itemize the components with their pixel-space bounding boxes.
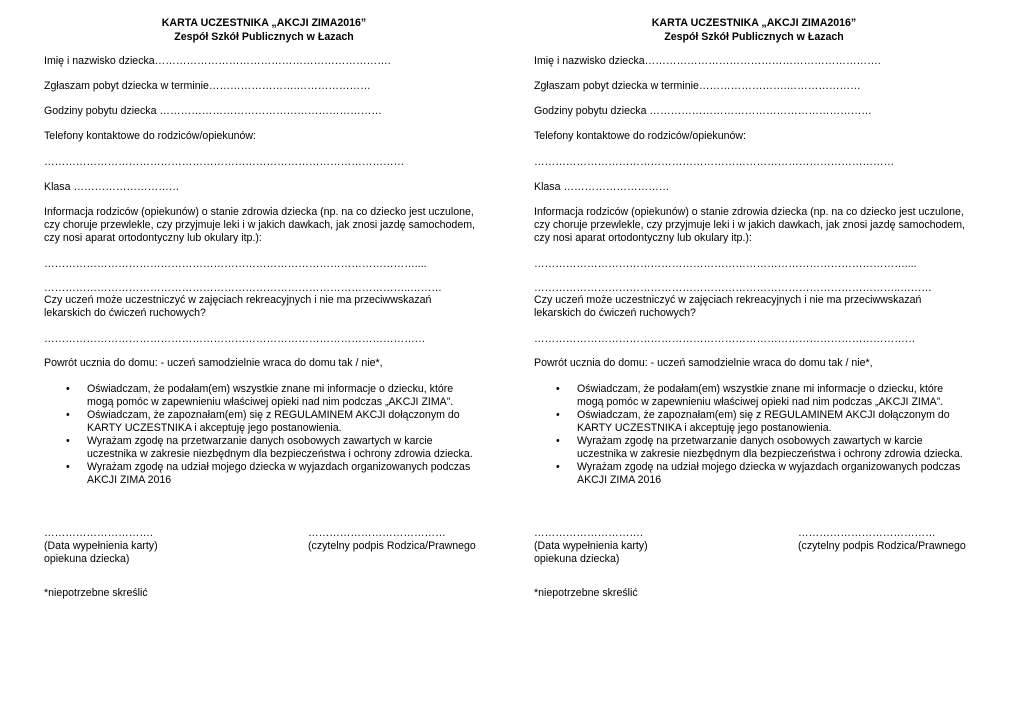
parent-signature-block	[308, 527, 476, 553]
date-signature-block	[44, 527, 158, 566]
declaration-item	[534, 383, 994, 409]
parent-phones-label: Telefony kontaktowe do rodziców/opiekunów:	[534, 130, 746, 142]
bullet-icon: •	[66, 409, 70, 421]
declaration-item	[534, 409, 994, 435]
child-name-field[interactable]: Imię i nazwisko dziecka………………………………………………………….	[534, 55, 881, 67]
activities-question: Czy uczeń może uczestniczyć w zajęciach rekreacyjnych i nie ma przeciwwskazań lekarskich do ćwiczeń ruchowych?	[534, 294, 922, 319]
signature-field[interactable]: …………………………………	[308, 527, 446, 539]
parent-phones-field[interactable]: …………………………………………………………………………………………	[534, 156, 895, 168]
declaration-item	[44, 409, 504, 435]
health-info-label: Informacja rodziców (opiekunów) o stanie zdrowia dziecka (np. na co dziecko jest uczulone, czy choruje przewlekle, czy przyjmuje leki i w jakich dawkach, jak znosi jazdę samochodem, czy nosi aparat ortodontyczny lub okulary itp.):	[534, 206, 965, 244]
parent-phones-label: Telefony kontaktowe do rodziców/opiekunów:	[44, 130, 256, 142]
bullet-icon: •	[66, 383, 70, 395]
declaration-item	[534, 435, 994, 461]
declaration-item	[44, 435, 504, 461]
declaration-text: Wyrażam zgodę na przetwarzanie danych osobowych zawartych w karcie uczestnika w zakresie niezbędnym dla bezpieczeństwa i ochrony zdrowia dziecka.	[87, 435, 473, 460]
declarations-list	[534, 383, 994, 487]
health-info-line-2[interactable]: …………………………………………………………………………………………..………	[44, 282, 442, 294]
bullet-icon: •	[66, 435, 70, 447]
date-label: (Data wypełnienia karty)	[534, 540, 648, 552]
activities-answer-field[interactable]: ………………………………………………………………………………………………	[534, 333, 916, 345]
declaration-text: Wyrażam zgodę na udział mojego dziecka w wyjazdach organizowanych podczas AKCJI ZIMA 2016	[577, 461, 961, 486]
return-home-option: Powrót ucznia do domu: - uczeń samodzielnie wraca do domu tak / nie*,	[534, 357, 873, 369]
activities-answer-field[interactable]: ………………………………………………………………………………………………	[44, 333, 426, 345]
declaration-text: Oświadczam, że podałam(em) wszystkie znane mi informacje o dziecku, które mogą pomóc w zapewnieniu właściwej opieki nad nim podczas „AKCJI ZIMA”.	[87, 383, 454, 408]
declaration-item	[44, 461, 504, 487]
parent-phones-field[interactable]: …………………………………………………………………………………………	[44, 156, 405, 168]
declaration-item	[534, 461, 994, 487]
footnote: *niepotrzebne skreślić	[534, 587, 638, 599]
signature-field[interactable]: …………………………………	[798, 527, 936, 539]
declarations-list	[44, 383, 504, 487]
declaration-text: Oświadczam, że podałam(em) wszystkie znane mi informacje o dziecku, które mogą pomóc w zapewnieniu właściwej opieki nad nim podczas „AKCJI ZIMA”.	[577, 383, 944, 408]
health-info-line-1[interactable]: ……………………………………………………………………………………………....	[534, 258, 917, 270]
declaration-text: Wyrażam zgodę na przetwarzanie danych osobowych zawartych w karcie uczestnika w zakresie niezbędnym dla bezpieczeństwa i ochrony zdrowia dziecka.	[577, 435, 963, 460]
child-name-field[interactable]: Imię i nazwisko dziecka………………………………………………………….	[44, 55, 391, 67]
bullet-icon: •	[66, 461, 70, 473]
bullet-icon: •	[556, 435, 560, 447]
signature-label: (czytelny podpis Rodzica/Prawnego	[308, 540, 476, 552]
stay-period-field[interactable]: Zgłaszam pobyt dziecka w terminie…………………….…………………	[44, 80, 371, 92]
card-subtitle: Zespół Szkół Publicznych w Łazach	[174, 31, 354, 43]
date-signature-block	[534, 527, 648, 566]
class-field[interactable]: Klasa …………………………	[44, 181, 180, 193]
declaration-text: Wyrażam zgodę na udział mojego dziecka w wyjazdach organizowanych podczas AKCJI ZIMA 2016	[87, 461, 471, 486]
guardian-label: opiekuna dziecka)	[44, 553, 130, 565]
date-field[interactable]: ………………………….	[534, 527, 643, 539]
stay-period-field[interactable]: Zgłaszam pobyt dziecka w terminie…………………….…………………	[534, 80, 861, 92]
stay-hours-field[interactable]: Godziny pobytu dziecka ………………………………………………………	[44, 105, 382, 117]
bullet-icon: •	[556, 461, 560, 473]
health-info-line-1[interactable]: ……………………………………………………………………………………………....	[44, 258, 427, 270]
card-title: KARTA UCZESTNIKA „AKCJI ZIMA2016”	[651, 17, 857, 29]
signature-label: (czytelny podpis Rodzica/Prawnego	[798, 540, 966, 552]
stay-hours-field[interactable]: Godziny pobytu dziecka ………………………………………………………	[534, 105, 872, 117]
return-home-option: Powrót ucznia do domu: - uczeń samodzielnie wraca do domu tak / nie*,	[44, 357, 383, 369]
date-field[interactable]: ………………………….	[44, 527, 153, 539]
bullet-icon: •	[556, 383, 560, 395]
health-info-label: Informacja rodziców (opiekunów) o stanie zdrowia dziecka (np. na co dziecko jest uczulone, czy choruje przewlekle, czy przyjmuje leki i w jakich dawkach, jak znosi jazdę samochodem, czy nosi aparat ortodontyczny lub okulary itp.):	[44, 206, 475, 244]
health-info-line-2[interactable]: …………………………………………………………………………………………..………	[534, 282, 932, 294]
footnote: *niepotrzebne skreślić	[44, 587, 148, 599]
parent-signature-block	[798, 527, 966, 553]
card-title: KARTA UCZESTNIKA „AKCJI ZIMA2016”	[161, 17, 367, 29]
declaration-text: Oświadczam, że zapoznałam(em) się z REGULAMINEM AKCJI dołączonym do KARTY UCZESTNIKA i akceptuję jego postanowienia.	[87, 409, 460, 434]
guardian-label: opiekuna dziecka)	[534, 553, 620, 565]
declaration-text: Oświadczam, że zapoznałam(em) się z REGULAMINEM AKCJI dołączonym do KARTY UCZESTNIKA i akceptuję jego postanowienia.	[577, 409, 950, 434]
class-field[interactable]: Klasa …………………………	[534, 181, 670, 193]
date-label: (Data wypełnienia karty)	[44, 540, 158, 552]
card-subtitle: Zespół Szkół Publicznych w Łazach	[664, 31, 844, 43]
bullet-icon: •	[556, 409, 560, 421]
declaration-item	[44, 383, 504, 409]
activities-question: Czy uczeń może uczestniczyć w zajęciach rekreacyjnych i nie ma przeciwwskazań lekarskich do ćwiczeń ruchowych?	[44, 294, 432, 319]
